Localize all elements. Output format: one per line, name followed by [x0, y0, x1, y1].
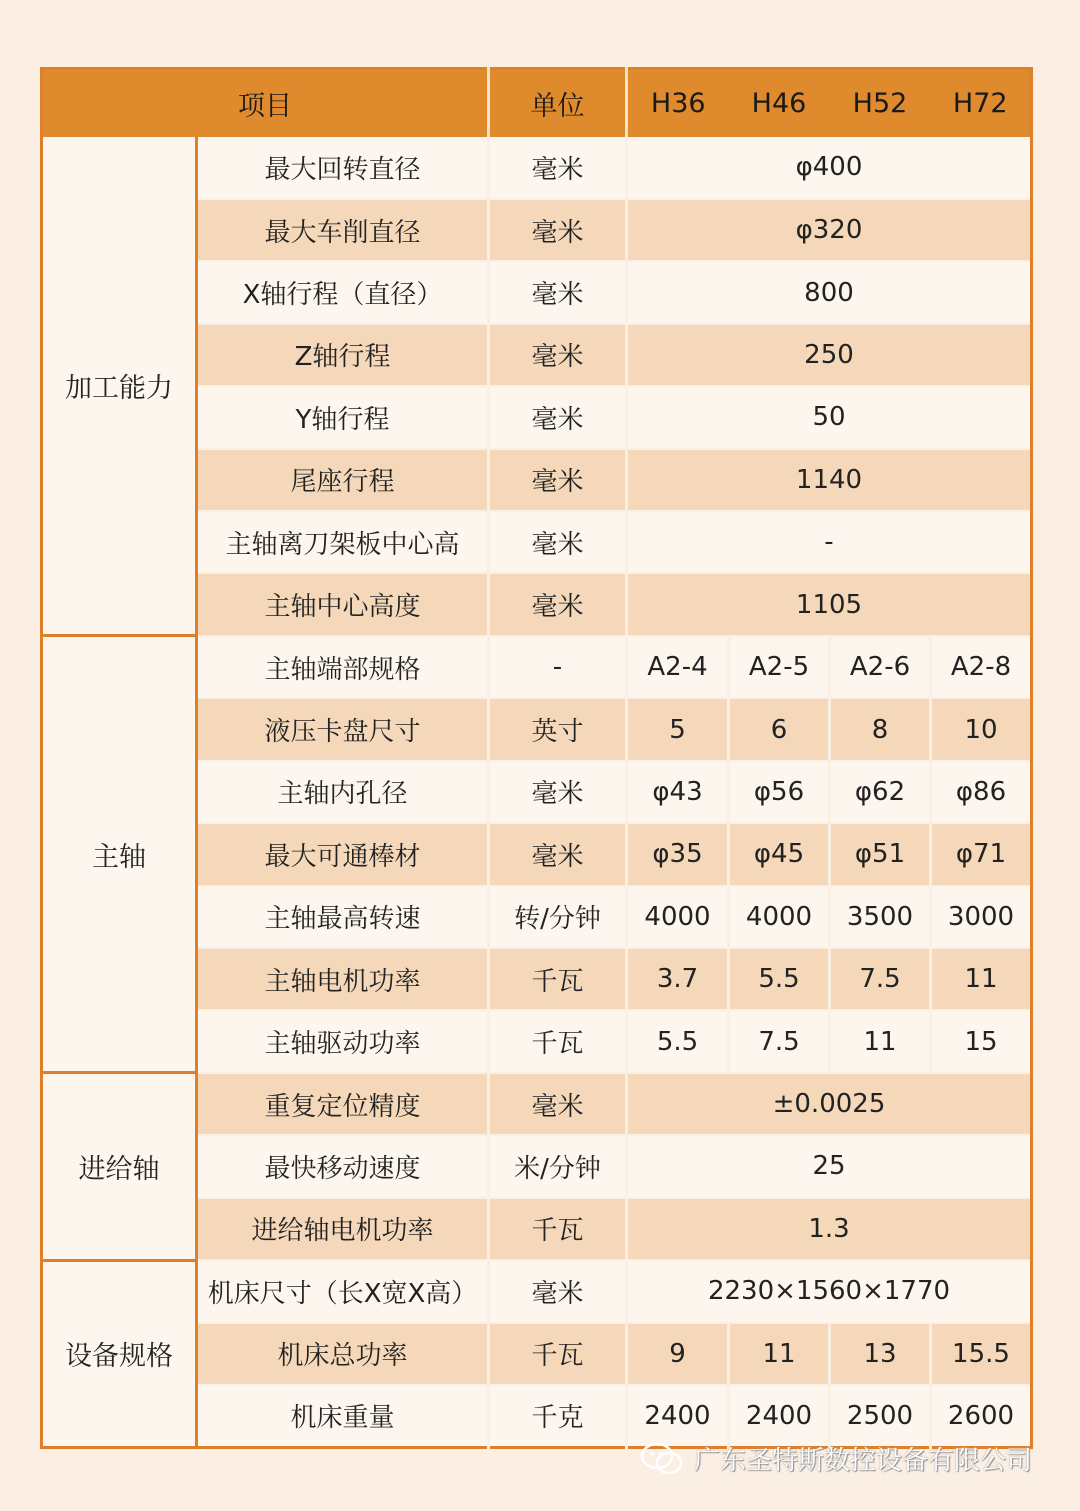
table-row	[42, 1260, 1032, 1322]
item-name: 尾座行程	[197, 449, 489, 511]
shared-value: φ400	[627, 137, 1032, 199]
model-value: φ62	[830, 761, 931, 823]
watermark	[640, 1440, 1032, 1477]
header-model: H52	[830, 69, 931, 137]
shared-value: -	[627, 511, 1032, 573]
shared-value: 1140	[627, 449, 1032, 511]
model-value: 11	[931, 948, 1032, 1010]
item-unit: 毫米	[489, 199, 627, 261]
category-label: 加工能力	[42, 137, 197, 636]
item-name: 进给轴电机功率	[197, 1198, 489, 1260]
item-unit: 千瓦	[489, 1010, 627, 1072]
shared-value: 250	[627, 324, 1032, 386]
item-unit: 毫米	[489, 386, 627, 448]
model-value: φ86	[931, 761, 1032, 823]
item-unit: 千瓦	[489, 1198, 627, 1260]
item-name: 机床重量	[197, 1385, 489, 1448]
model-value: 2500	[830, 1385, 931, 1448]
item-unit: 毫米	[489, 324, 627, 386]
table-row	[42, 1073, 1032, 1135]
model-value: φ56	[729, 761, 830, 823]
model-value: φ43	[627, 761, 729, 823]
model-value: 2600	[931, 1385, 1032, 1448]
model-value: φ71	[931, 823, 1032, 885]
model-value: 9	[627, 1323, 729, 1385]
item-name: 液压卡盘尺寸	[197, 698, 489, 760]
item-unit: 毫米	[489, 823, 627, 885]
item-unit: 毫米	[489, 511, 627, 573]
item-name: Z轴行程	[197, 324, 489, 386]
model-value: 4000	[729, 886, 830, 948]
item-unit: 毫米	[489, 1073, 627, 1135]
model-value: A2-8	[931, 636, 1032, 698]
item-name: 主轴电机功率	[197, 948, 489, 1010]
item-name: 主轴驱动功率	[197, 1010, 489, 1072]
item-unit: 转/分钟	[489, 886, 627, 948]
model-value: 15.5	[931, 1323, 1032, 1385]
item-name: 主轴内孔径	[197, 761, 489, 823]
model-value: 11	[830, 1010, 931, 1072]
item-name: 最快移动速度	[197, 1135, 489, 1197]
item-unit: 毫米	[489, 449, 627, 511]
spec-table	[40, 67, 1033, 1449]
spec-body	[42, 137, 1032, 1448]
shared-value: 800	[627, 261, 1032, 323]
item-name: 机床尺寸（长X宽X高）	[197, 1260, 489, 1322]
header-row	[42, 69, 1032, 137]
model-value: 11	[729, 1323, 830, 1385]
item-name: 主轴中心高度	[197, 573, 489, 635]
item-unit: 毫米	[489, 1260, 627, 1322]
model-value: 8	[830, 698, 931, 760]
item-unit: 千瓦	[489, 948, 627, 1010]
model-value: 3.7	[627, 948, 729, 1010]
item-name: 主轴离刀架板中心高	[197, 511, 489, 573]
shared-value: 1105	[627, 573, 1032, 635]
model-value: 5	[627, 698, 729, 760]
item-name: X轴行程（直径）	[197, 261, 489, 323]
model-value: 7.5	[729, 1010, 830, 1072]
item-name: 重复定位精度	[197, 1073, 489, 1135]
item-unit: -	[489, 636, 627, 698]
item-unit: 千克	[489, 1385, 627, 1448]
category-label: 主轴	[42, 636, 197, 1073]
model-value: 4000	[627, 886, 729, 948]
model-value: 7.5	[830, 948, 931, 1010]
header-model: H72	[931, 69, 1032, 137]
header-item: 项目	[42, 69, 489, 137]
watermark-text: 广东圣特斯数控设备有限公司	[694, 1446, 1033, 1476]
model-value: 13	[830, 1323, 931, 1385]
item-unit: 毫米	[489, 261, 627, 323]
item-name: 机床总功率	[197, 1323, 489, 1385]
item-name: 主轴最高转速	[197, 886, 489, 948]
item-name: 最大回转直径	[197, 137, 489, 199]
category-label: 设备规格	[42, 1260, 197, 1447]
shared-value: 1.3	[627, 1198, 1032, 1260]
item-unit: 英寸	[489, 698, 627, 760]
item-unit: 米/分钟	[489, 1135, 627, 1197]
model-value: φ51	[830, 823, 931, 885]
shared-value: 2230×1560×1770	[627, 1260, 1032, 1322]
table-row	[42, 137, 1032, 199]
item-name: 主轴端部规格	[197, 636, 489, 698]
shared-value: ±0.0025	[627, 1073, 1032, 1135]
item-name: Y轴行程	[197, 386, 489, 448]
model-value: φ45	[729, 823, 830, 885]
item-unit: 毫米	[489, 761, 627, 823]
wechat-icon	[640, 1442, 684, 1476]
model-value: 10	[931, 698, 1032, 760]
item-name: 最大车削直径	[197, 199, 489, 261]
item-unit: 千瓦	[489, 1323, 627, 1385]
header-model: H46	[729, 69, 830, 137]
header-unit: 单位	[489, 69, 627, 137]
model-value: 15	[931, 1010, 1032, 1072]
model-value: 6	[729, 698, 830, 760]
shared-value: 50	[627, 386, 1032, 448]
model-value: 5.5	[729, 948, 830, 1010]
item-unit: 毫米	[489, 573, 627, 635]
shared-value: 25	[627, 1135, 1032, 1197]
header-model: H36	[627, 69, 729, 137]
category-label: 进给轴	[42, 1073, 197, 1260]
item-name: 最大可通棒材	[197, 823, 489, 885]
table-row	[42, 636, 1032, 698]
shared-value: φ320	[627, 199, 1032, 261]
model-value: 2400	[627, 1385, 729, 1448]
model-value: A2-6	[830, 636, 931, 698]
model-value: 3500	[830, 886, 931, 948]
model-value: φ35	[627, 823, 729, 885]
item-unit: 毫米	[489, 137, 627, 199]
model-value: A2-5	[729, 636, 830, 698]
model-value: 5.5	[627, 1010, 729, 1072]
model-value: 3000	[931, 886, 1032, 948]
model-value: 2400	[729, 1385, 830, 1448]
model-value: A2-4	[627, 636, 729, 698]
